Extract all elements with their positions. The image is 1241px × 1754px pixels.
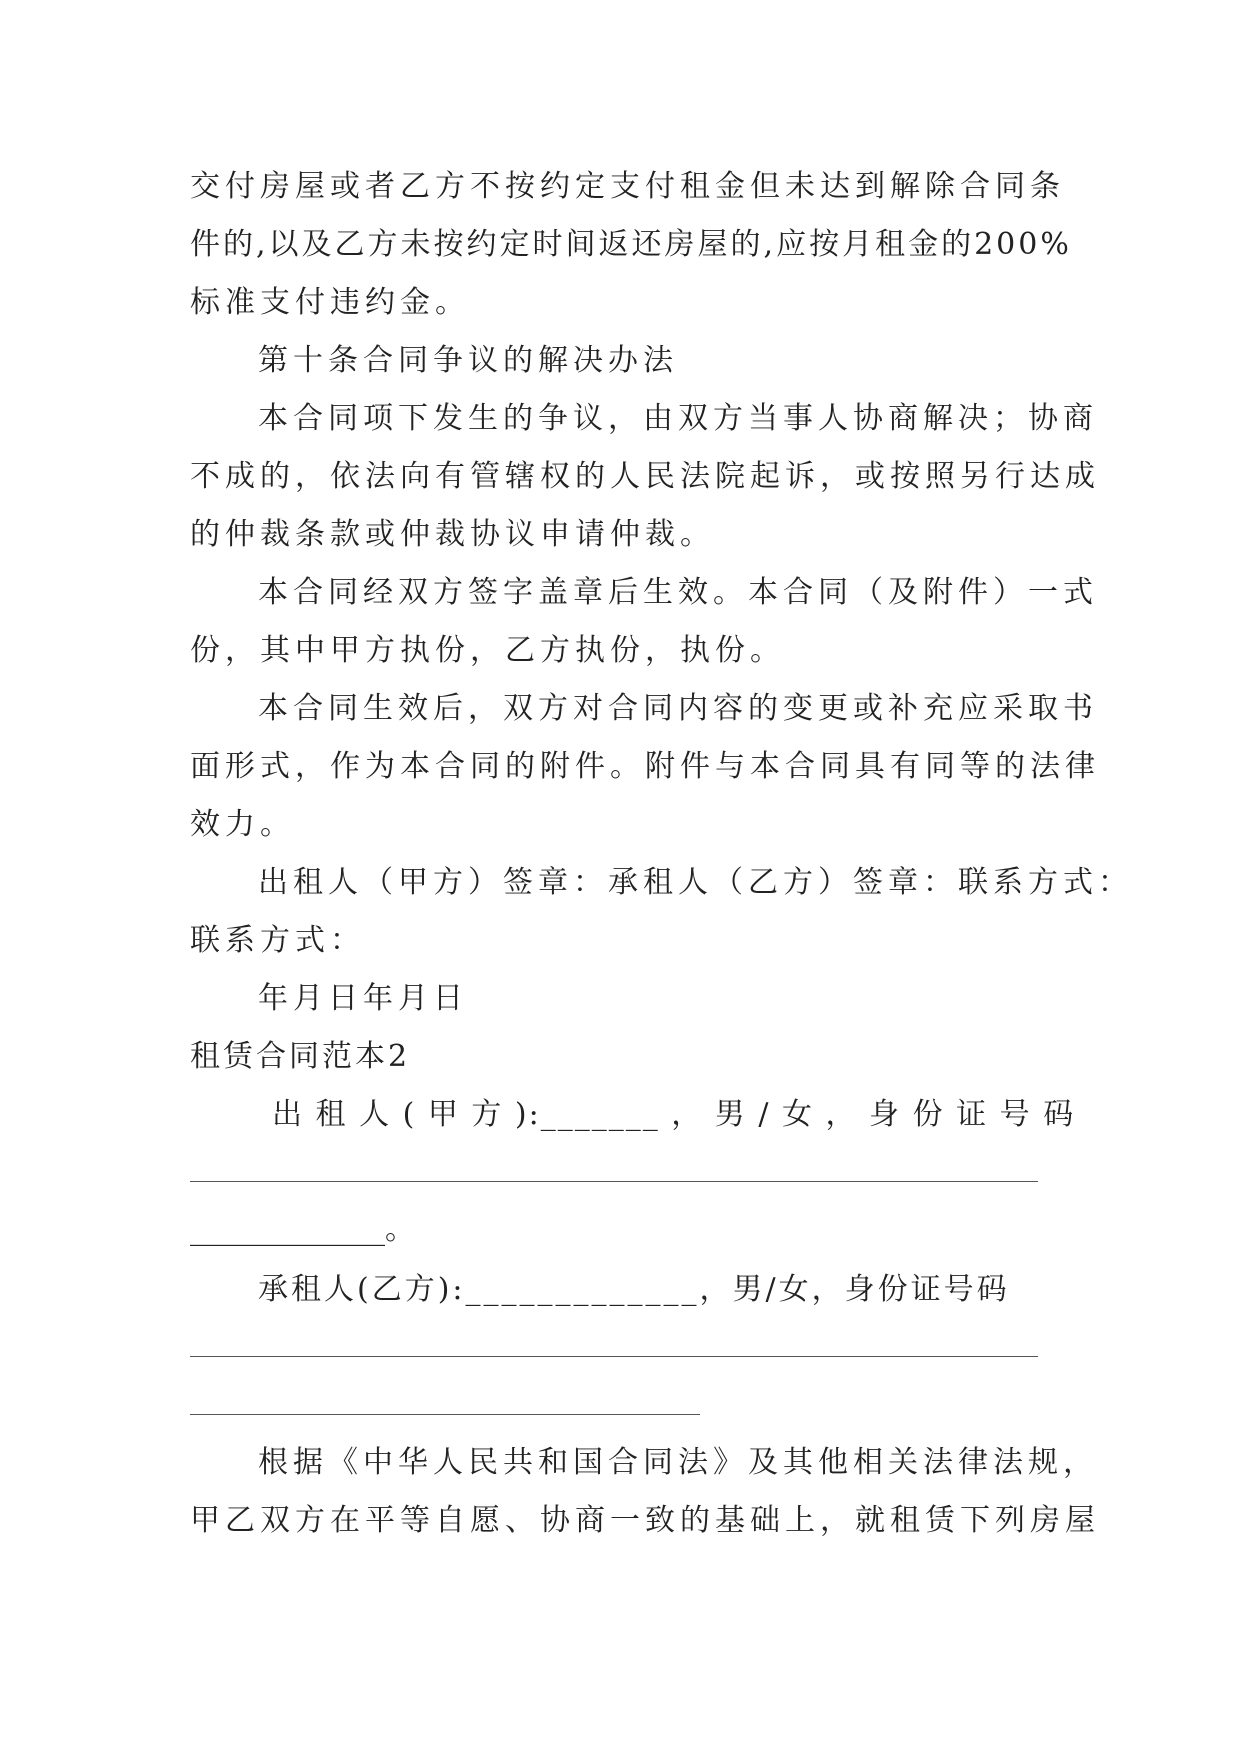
text-line: 甲乙双方在平等自愿、协商一致的基础上，就租赁下列房屋: [190, 1503, 1100, 1538]
text-line: 本合同生效后，双方对合同内容的变更或补充应采取书: [258, 691, 1098, 726]
text-line: 的仲裁条款或仲裁协议申请仲裁。: [190, 517, 715, 552]
signature-line: 出租人（甲方）签章：承租人（乙方）签章：联系方式：: [258, 865, 1133, 900]
lessee-line: 承租人(乙方):_____________，男/女，身份证号码: [258, 1272, 1010, 1307]
text-line: 标准支付违约金。: [190, 285, 470, 320]
text-line: 根据《中华人民共和国合同法》及其他相关法律法规，: [258, 1445, 1098, 1480]
contact-line: 联系方式：: [190, 923, 365, 958]
text-line: 效力。: [190, 807, 295, 842]
date-line: 年月日年月日: [258, 981, 468, 1016]
text-line: 本合同经双方签字盖章后生效。本合同（及附件）一式: [258, 575, 1098, 610]
text-line: 件的,以及乙方未按约定时间返还房屋的,应按月租金的200%: [190, 227, 1072, 262]
blank-underline: [190, 1356, 1038, 1357]
text-line: 交付房屋或者乙方不按约定支付租金但未达到解除合同条: [190, 169, 1065, 204]
blank-underline: [190, 1181, 1038, 1182]
text-line: 面形式，作为本合同的附件。附件与本合同具有同等的法律: [190, 749, 1100, 784]
blank-underline: [190, 1414, 700, 1415]
text-line: 份，其中甲方执份，乙方执份，执份。: [190, 633, 785, 668]
document-title: 租赁合同范本2: [190, 1039, 411, 1074]
blank-underline-end: _____________。: [190, 1212, 415, 1247]
lessor-line: 出 租 人 ( 甲 方 ):_______ ， 男 / 女 ， 身 份 证 号 码: [272, 1097, 1076, 1132]
text-line: 本合同项下发生的争议，由双方当事人协商解决；协商: [258, 401, 1098, 436]
text-line: 不成的，依法向有管辖权的人民法院起诉，或按照另行达成: [190, 459, 1100, 494]
section-heading: 第十条合同争议的解决办法: [258, 343, 678, 378]
